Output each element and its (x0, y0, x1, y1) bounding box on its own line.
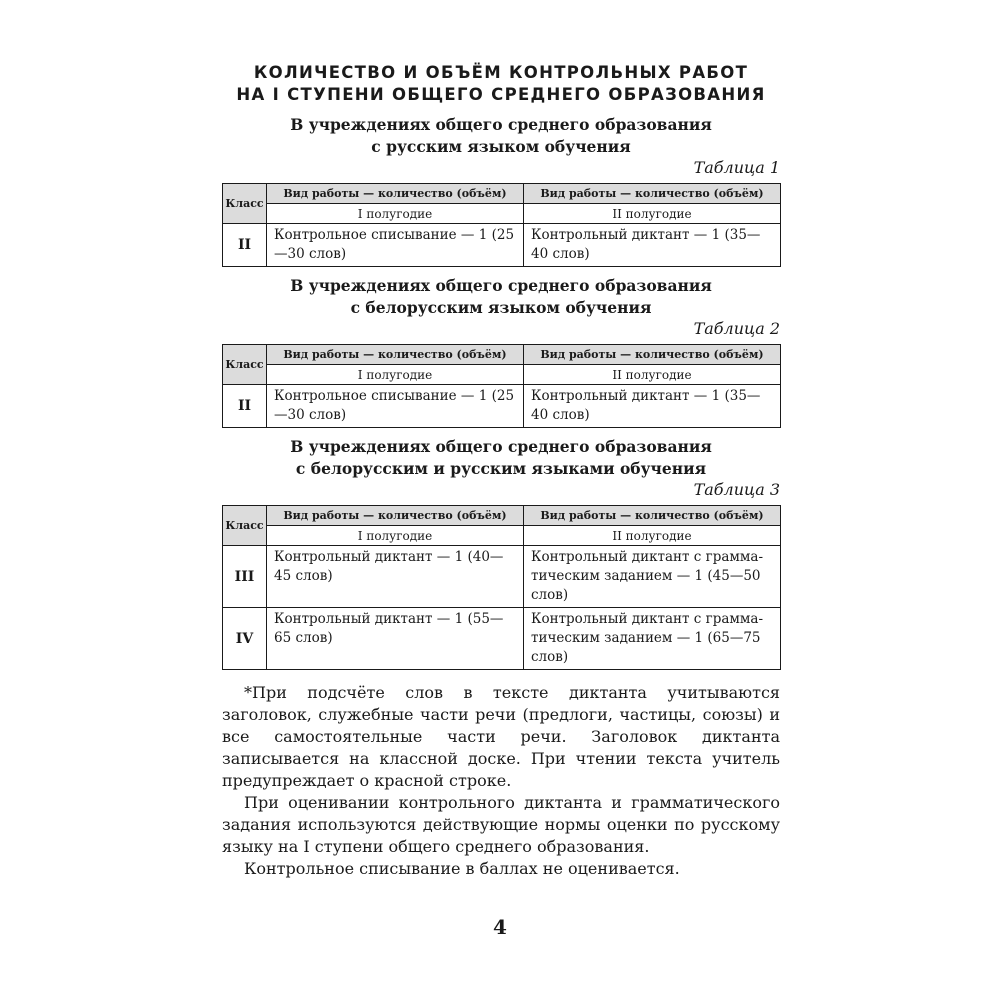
table-row (223, 385, 781, 428)
grade-cell: III (223, 546, 267, 608)
table-subheader-row (223, 204, 781, 224)
work-type-header: Вид работы — количество (объём) (524, 345, 781, 365)
half1-cell: Контрольный диктант — 1 (40—45 слов) (267, 546, 524, 608)
title-line-2: НА I СТУПЕНИ ОБЩЕГО СРЕДНЕГО ОБРАЗОВАНИЯ (236, 85, 766, 104)
paragraph: *При подсчёте слов в тексте диктанта учитываются заголовок, служебные части речи (предлоги, частицы, союзы) и все самостоятельные части речи. Заголовок диктанта записывается на классной доске. При чтении текста учитель предупреждает о красной строке. (222, 683, 780, 790)
title-line-1: КОЛИЧЕСТВО И ОБЪЁМ КОНТРОЛЬНЫХ РАБОТ (253, 63, 749, 82)
half1-cell: Контрольное списывание — 1 (25—30 слов) (267, 224, 524, 267)
section-heading-line-2: с белорусским и русским языками обучения (295, 459, 707, 478)
table-header-row (223, 345, 781, 365)
table-caption: Таблица 2 (693, 319, 780, 338)
footnote-text (222, 682, 780, 880)
section-heading-line-1: В учреждениях общего среднего образования (290, 115, 712, 134)
table-subheader-row (223, 365, 781, 385)
half2-cell: Контрольный диктант — 1 (35—40 слов) (524, 224, 781, 267)
section-1 (222, 114, 780, 267)
half2-cell: Контрольный диктант с грамматическим заданием — 1 (65—75 слов) (524, 608, 781, 670)
section-2 (222, 275, 780, 428)
half1-header: I полугодие (267, 526, 524, 546)
work-type-header: Вид работы — количество (объём) (267, 184, 524, 204)
half1-cell: Контрольное списывание — 1 (25—30 слов) (267, 385, 524, 428)
half2-header: II полугодие (524, 526, 781, 546)
section-heading (222, 436, 780, 480)
half2-cell: Контрольный диктант — 1 (35—40 слов) (524, 385, 781, 428)
document-page (222, 62, 780, 880)
table-header-row (223, 184, 781, 204)
paragraph: При оценивании контрольного диктанта и грамматического задания используются действующие нормы оценки по русскому языку на I ступени общего среднего образования. (222, 793, 780, 856)
sections-container (222, 114, 780, 670)
work-type-header: Вид работы — количество (объём) (524, 184, 781, 204)
table-row (223, 608, 781, 670)
section-heading-line-1: В учреждениях общего среднего образования (290, 276, 712, 295)
half1-header: I полугодие (267, 365, 524, 385)
half1-header: I полугодие (267, 204, 524, 224)
half2-cell: Контрольный диктант с грамматическим заданием — 1 (45—50 слов) (524, 546, 781, 608)
section-heading-line-2: с белорусским языком обучения (350, 298, 652, 317)
class-header: Класс (223, 184, 267, 224)
document-title (222, 62, 780, 106)
grade-cell: II (223, 385, 267, 428)
work-table (222, 344, 781, 428)
grade-cell: IV (223, 608, 267, 670)
section-heading (222, 275, 780, 319)
class-header: Класс (223, 506, 267, 546)
paragraph: Контрольное списывание в баллах не оценивается. (244, 859, 680, 878)
class-header: Класс (223, 345, 267, 385)
table-subheader-row (223, 526, 781, 546)
work-type-header: Вид работы — количество (объём) (524, 506, 781, 526)
work-type-header: Вид работы — количество (объём) (267, 506, 524, 526)
table-row (223, 546, 781, 608)
page-number: 4 (493, 915, 507, 939)
work-table (222, 505, 781, 670)
grade-cell: II (223, 224, 267, 267)
work-type-header: Вид работы — количество (объём) (267, 345, 524, 365)
table-caption: Таблица 1 (693, 158, 780, 177)
section-3 (222, 436, 780, 670)
half2-header: II полугодие (524, 365, 781, 385)
table-row (223, 224, 781, 267)
section-heading-line-1: В учреждениях общего среднего образования (290, 437, 712, 456)
section-heading-line-2: с русским языком обучения (371, 137, 631, 156)
work-table (222, 183, 781, 267)
section-heading (222, 114, 780, 158)
half2-header: II полугодие (524, 204, 781, 224)
table-caption: Таблица 3 (693, 480, 780, 499)
half1-cell: Контрольный диктант — 1 (55—65 слов) (267, 608, 524, 670)
table-header-row (223, 506, 781, 526)
